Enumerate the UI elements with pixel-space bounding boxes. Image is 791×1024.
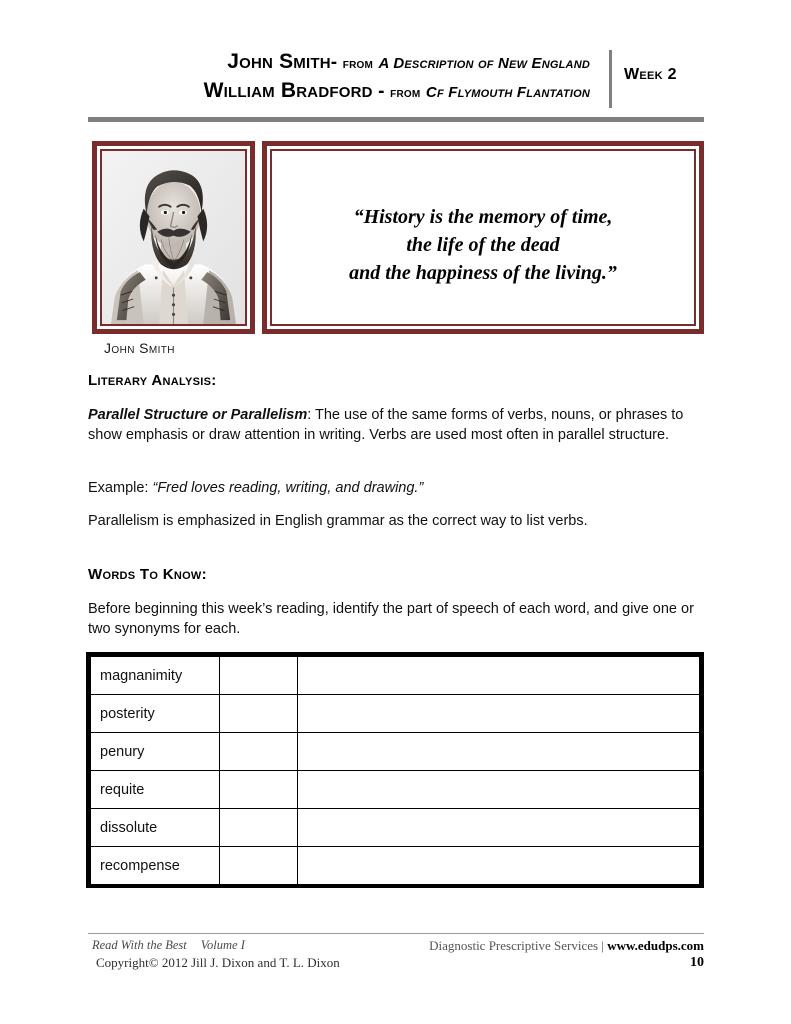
vocab-synonyms-cell[interactable] [298, 771, 700, 809]
header-author-2: William Bradford [203, 79, 373, 102]
table-row [91, 771, 700, 809]
quote-frame-inner [270, 149, 696, 326]
vocab-synonyms-cell[interactable] [298, 847, 700, 885]
vocab-part-of-speech-cell[interactable] [220, 771, 298, 809]
vocab-synonyms-cell[interactable] [298, 695, 700, 733]
quote-line-1: “History is the memory of time, [353, 206, 613, 228]
footer-copyright: Copyright© 2012 Jill J. Dixon and T. L. Dixon [96, 955, 340, 970]
parallel-structure-term: Parallel Structure or Parallelism [88, 407, 308, 423]
header-title-block [88, 48, 600, 106]
vocab-part-of-speech-cell[interactable] [220, 847, 298, 885]
quote-frame [262, 141, 704, 334]
vocab-part-of-speech-cell[interactable] [220, 695, 298, 733]
header-vertical-divider [609, 50, 612, 108]
vocab-word: posterity [91, 695, 220, 733]
table-row [91, 657, 700, 695]
vocab-part-of-speech-cell[interactable] [220, 657, 298, 695]
header-from-2: from [390, 84, 421, 100]
vocabulary-table [86, 652, 704, 888]
page-header [88, 48, 704, 110]
example-label: Example: [88, 480, 153, 496]
footer-volume: Volume I [200, 938, 245, 952]
vocab-word: dissolute [91, 809, 220, 847]
table-row [91, 847, 700, 885]
table-row [91, 695, 700, 733]
header-horizontal-rule [88, 117, 704, 122]
table-row [91, 733, 700, 771]
parallel-structure-definition-text: : The use of the same forms of verbs, nouns, or phrases to show emphasis or draw attention in writing. Verbs are used most often in parallel structure. [88, 407, 684, 443]
header-work-2: Cf Flymouth Flantation [425, 84, 590, 101]
parallel-structure-definition [88, 405, 702, 445]
header-from-1: from [342, 55, 374, 71]
words-to-know-instructions: Before beginning this week’s reading, identify the part of speech of each word, and give one or two synonyms for each. [88, 601, 694, 637]
portrait-caption: John Smith [104, 340, 175, 356]
header-work-1: A Description of New England [378, 55, 590, 72]
week-label: Week 2 [624, 66, 677, 83]
quote-text [272, 203, 694, 287]
example-sentence: “Fred loves reading, writing, and drawing.” [152, 480, 424, 496]
vocab-part-of-speech-cell[interactable] [220, 733, 298, 771]
parallelism-note: Parallelism is emphasized in English grammar as the correct way to list verbs. [88, 513, 588, 529]
john-smith-portrait-image [102, 151, 245, 324]
table-row [91, 809, 700, 847]
page-number: 10 [690, 955, 704, 970]
vocab-word: requite [91, 771, 220, 809]
vocabulary-table-body [91, 657, 700, 885]
page-footer [88, 938, 704, 978]
footer-publisher-line [429, 938, 704, 954]
vocab-synonyms-cell[interactable] [298, 809, 700, 847]
footer-series-line [92, 938, 245, 953]
vocab-word: penury [91, 733, 220, 771]
portrait-frame [92, 141, 255, 334]
literary-analysis-heading: Literary Analysis: [88, 372, 217, 389]
vocab-synonyms-cell[interactable] [298, 733, 700, 771]
vocab-word: recompense [91, 847, 220, 885]
header-title-line-2 [88, 77, 590, 106]
footer-separator: | [601, 938, 604, 953]
footer-website[interactable]: www.edudps.com [607, 938, 704, 953]
header-title-line-1 [88, 48, 590, 77]
footer-series-title: Read With the Best [92, 938, 187, 952]
words-to-know-heading: Words To Know: [88, 566, 207, 583]
quote-line-3: and the happiness of the living.” [349, 262, 617, 284]
header-author-1: John Smith [227, 50, 331, 73]
vocab-synonyms-cell[interactable] [298, 657, 700, 695]
quote-line-2: the life of the dead [406, 234, 560, 256]
header-dash-1: - [330, 52, 338, 73]
example-line [88, 478, 702, 498]
vocab-word: magnanimity [91, 657, 220, 695]
portrait-frame-inner [100, 149, 247, 326]
footer-rule [88, 933, 704, 934]
footer-publisher: Diagnostic Prescriptive Services [429, 938, 599, 953]
header-dash-2: - [378, 81, 385, 102]
vocab-part-of-speech-cell[interactable] [220, 809, 298, 847]
